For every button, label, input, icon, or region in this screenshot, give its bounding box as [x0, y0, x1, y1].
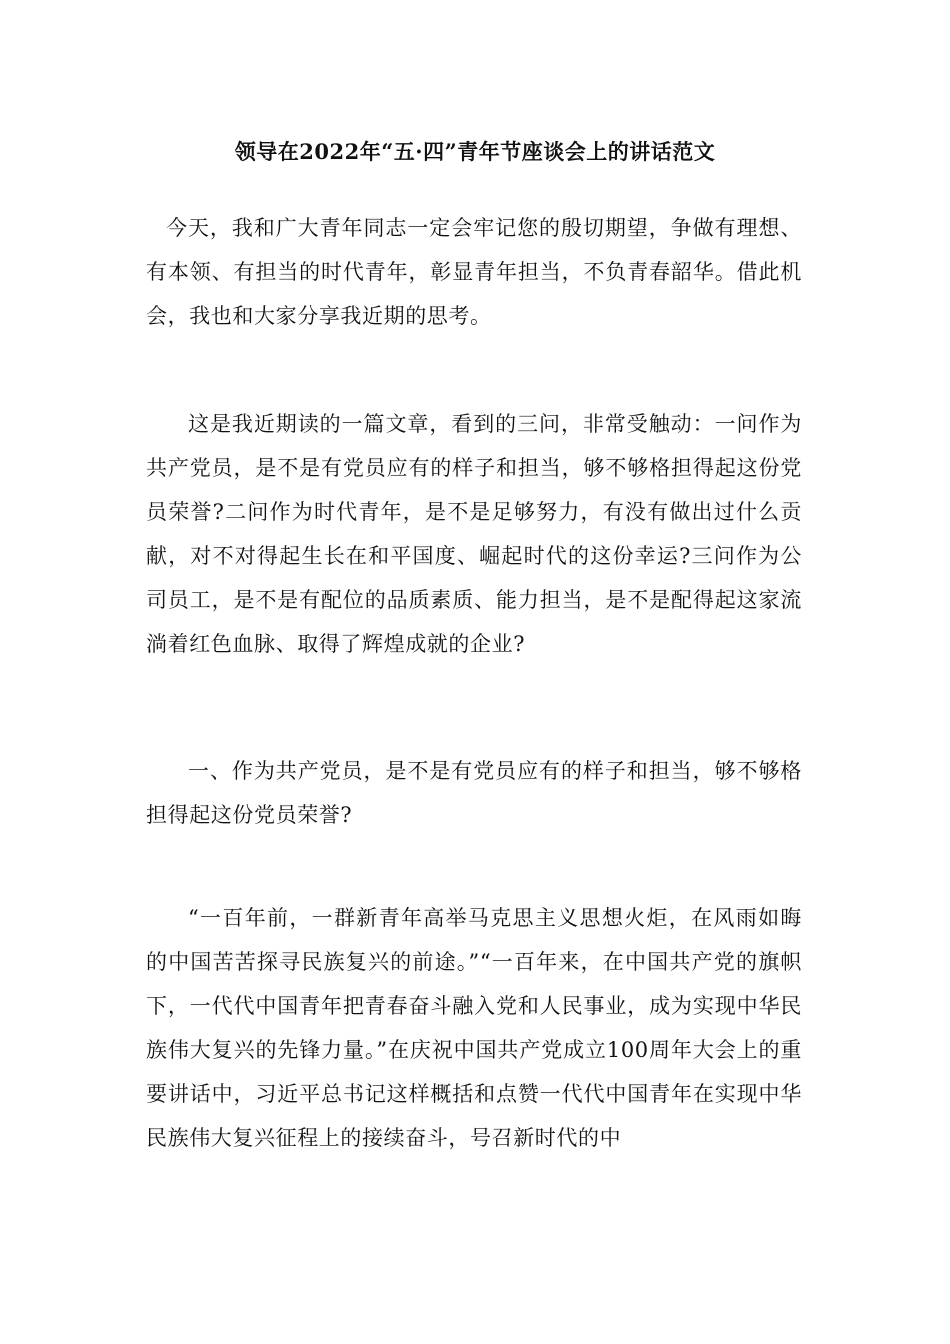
section-heading-one: 一、作为共产党员，是不是有党员应有的样子和担当，够不够格担得起这份党员荣誉? [146, 759, 802, 827]
paragraph-intro: 今天，我和广大青年同志一定会牢记您的殷切期望，争做有理想、有本领、有担当的时代青年，彰显青年担当，不负青春韶华。借此机会，我也和大家分享我近期的思考。 [146, 216, 802, 328]
document-title: 领导在2022年“五·四”青年节座谈会上的讲话范文 [234, 139, 716, 164]
paragraph-centenary-quote: “一百年前，一群新青年高举马克思主义思想火炬，在风雨如晦的中国苦苦探寻民族复兴的前途。”“一百年来，在中国共产党的旗帜下，一代代中国青年把青春奋斗融入党和人民事业，成为实现中华民族伟大复兴的先锋力量。”在庆祝中国共产党成立100周年大会上的重要讲话中，习近平总书记这样概括和点赞一代代中国青年在实现中华民族伟大复兴征程上的接续奋斗，号召新时代的中 [146, 906, 802, 1150]
paragraph-three-questions: 这是我近期读的一篇文章，看到的三问，非常受触动：一问作为共产党员，是不是有党员应有的样子和担当，够不够格担得起这份党员荣誉?二问作为时代青年，是不是足够努力，有没有做出过什么贡献，对不对得起生长在和平国度、崛起时代的这份幸运?三问作为公司员工，是不是有配位的品质素质、能力担当，是不是配得起这家流淌着红色血脉、取得了辉煌成就的企业? [146, 412, 802, 656]
